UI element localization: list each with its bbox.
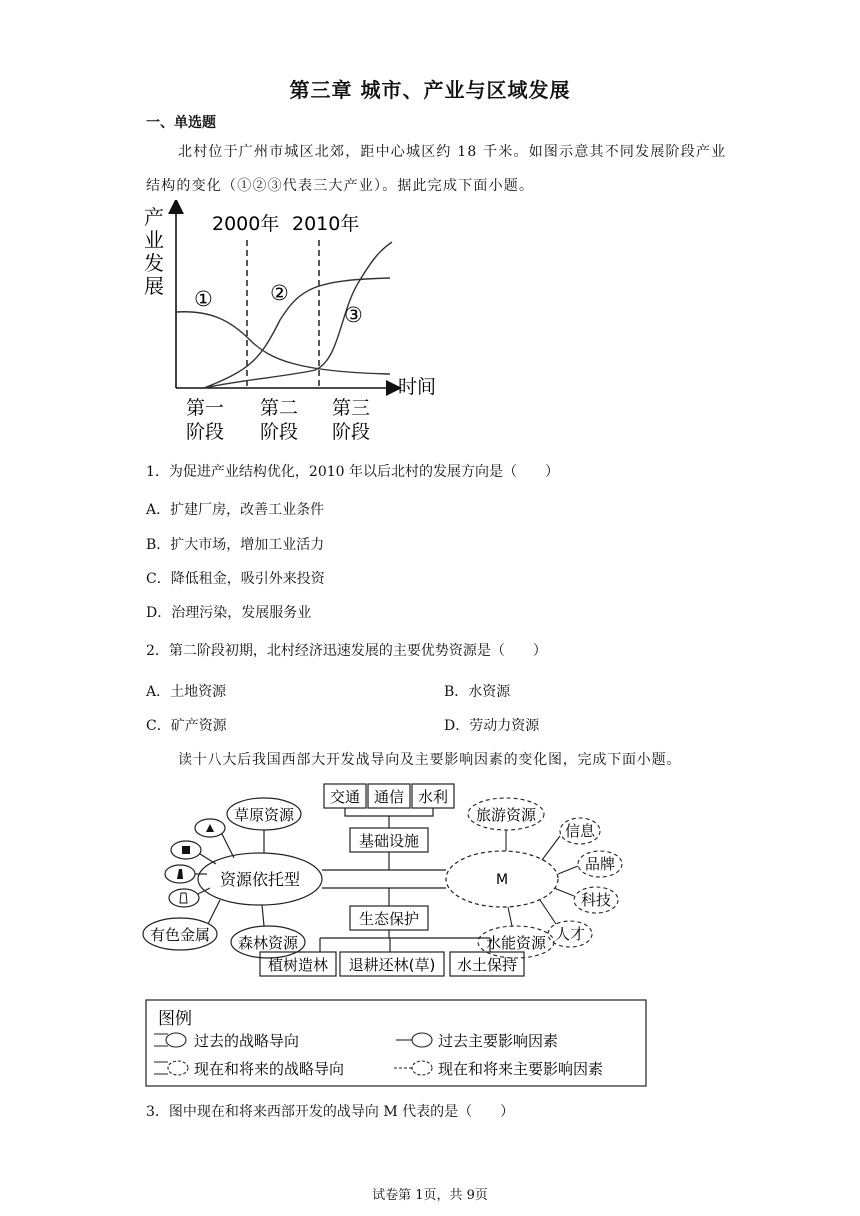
intro-2: 读十八大后我国西部大开发战导向及主要影响因素的变化图，完成下面小题。	[178, 752, 682, 768]
bottom-connector	[320, 930, 490, 952]
label-brand: 品牌	[584, 855, 616, 873]
label-m: M	[495, 872, 509, 888]
q2-option-c: C．矿产资源	[146, 718, 227, 734]
legend-past-strategy: 过去的战略导向	[194, 1032, 300, 1050]
series-label-3: ③	[344, 303, 363, 327]
series-curve-3	[204, 242, 392, 388]
legend-past-factor: 过去主要影响因素	[438, 1032, 559, 1050]
series-curve-2	[204, 278, 390, 388]
label-infra: 基础设施	[358, 832, 420, 850]
label-forest: 森林资源	[237, 934, 299, 952]
question-3-stem: 3．图中现在和将来西部开发的战导向 M 代表的是（ ）	[146, 1104, 515, 1120]
q2-option-a: A．土地资源	[146, 684, 227, 700]
q1-option-c: C．降低租金，吸引外来投资	[146, 571, 325, 587]
label-comm: 通信	[373, 788, 405, 806]
stage-2-top: 第二	[260, 397, 299, 419]
y-label-char-3: 发	[144, 251, 164, 275]
legend-future-factor: 现在和将来主要影响因素	[438, 1060, 604, 1078]
stage-2-bottom: 阶段	[260, 421, 299, 443]
label-tourism: 旅游资源	[475, 806, 537, 824]
question-1-stem: 1．为促进产业结构优化，2010 年以后北村的发展方向是（ ）	[146, 464, 559, 480]
y-axis-label	[144, 205, 164, 298]
label-metal: 有色金属	[149, 926, 211, 944]
label-water: 水利	[417, 788, 449, 806]
y-label-char-4: 展	[144, 274, 164, 298]
label-eco: 生态保护	[358, 910, 420, 928]
marker-label-2010: 2010年	[292, 213, 360, 235]
top-connector	[345, 808, 433, 828]
y-label-char-2: 业	[144, 228, 164, 252]
triangle-symbol	[206, 824, 214, 832]
industry-chart	[140, 200, 460, 450]
label-plant: 植树造林	[267, 956, 329, 974]
series-label-1: ①	[194, 287, 213, 311]
intro-line-2: 结构的变化（①②③代表三大产业）。据此完成下面小题。	[146, 178, 535, 194]
page-footer: 试卷第 1页，共 9页	[372, 1188, 488, 1203]
question-2-stem: 2．第二阶段初期，北村经济迅速发展的主要优势资源是（ ）	[146, 643, 547, 659]
legend-symbol-future-strategy	[154, 1062, 168, 1074]
label-soil: 水土保持	[456, 956, 518, 974]
label-tech: 科技	[580, 891, 612, 909]
label-return: 退耕还林(草)	[348, 956, 436, 974]
legend-future-strategy: 现在和将来的战略导向	[194, 1060, 345, 1078]
node-sym4	[169, 889, 199, 907]
q1-option-b: B．扩大市场，增加工业活力	[146, 537, 325, 553]
section-heading: 一、单选题	[146, 115, 216, 131]
y-label-char-1: 产	[144, 205, 164, 229]
square-symbol	[182, 846, 190, 854]
q2-option-b: B．水资源	[444, 684, 511, 700]
label-hydro: 水能资源	[485, 934, 547, 952]
label-resource: 资源依托型	[219, 870, 301, 889]
marker-label-2000: 2000年	[212, 213, 280, 235]
label-talent: 人才	[554, 925, 586, 943]
series-label-2: ②	[270, 281, 289, 305]
stage-3-bottom: 阶段	[332, 421, 371, 443]
legend-title: 图例	[158, 1009, 192, 1029]
trapezoid-symbol	[177, 869, 183, 879]
intro-line-1: 北村位于广州市城区北郊，距中心城区约 18 千米。如图示意其不同发展阶段产业	[178, 144, 727, 160]
page-title: 第三章 城市、产业与区域发展	[289, 78, 571, 102]
stage-1-bottom: 阶段	[186, 421, 225, 443]
legend-symbol-future-factor	[412, 1061, 432, 1075]
q1-option-d: D．治理污染，发展服务业	[146, 605, 312, 621]
x-axis-label: 时间	[398, 376, 437, 398]
legend-symbol-past-factor	[412, 1033, 432, 1047]
outline-symbol	[180, 893, 187, 903]
label-transport: 交通	[329, 788, 361, 806]
q1-option-a: A．扩建厂房，改善工业条件	[146, 502, 325, 518]
label-grassland: 草原资源	[233, 806, 295, 824]
west-development-diagram	[140, 776, 660, 1092]
q2-option-d: D．劳动力资源	[444, 718, 540, 734]
stage-1-top: 第一	[186, 397, 225, 419]
label-info: 信息	[564, 822, 596, 840]
stage-3-top: 第三	[332, 397, 371, 419]
